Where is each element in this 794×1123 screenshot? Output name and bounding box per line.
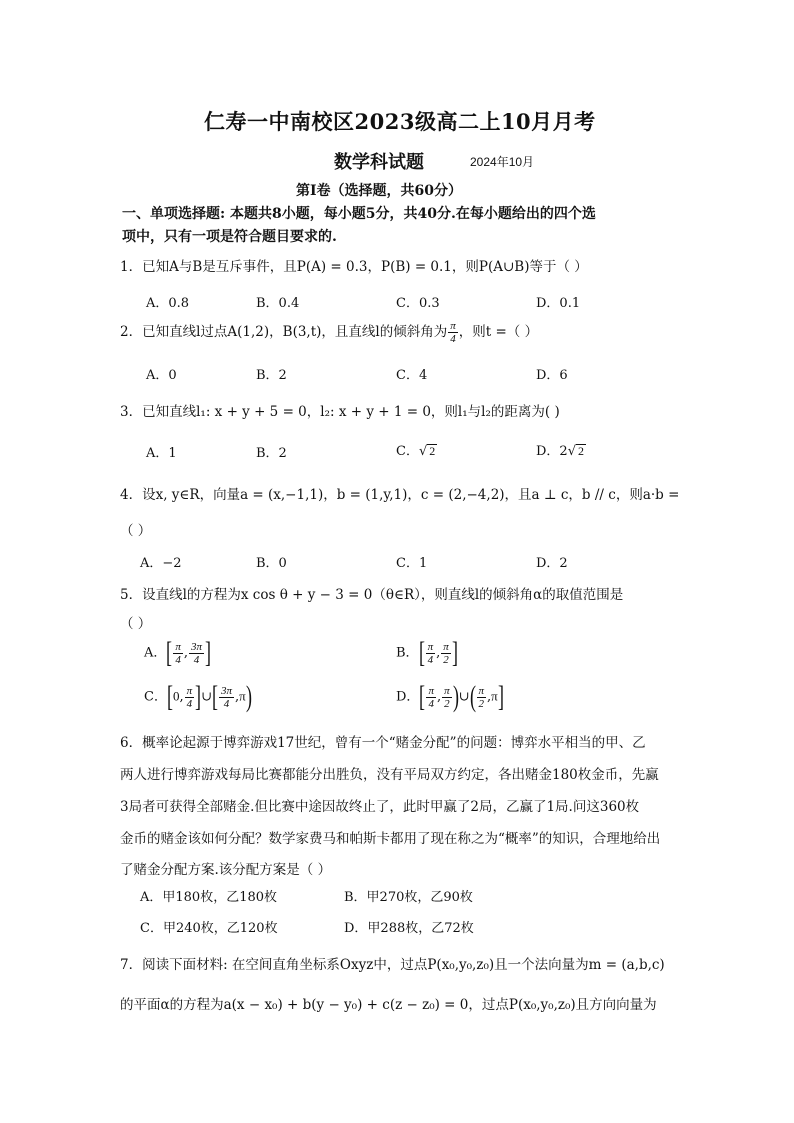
left-paren: ( — [469, 680, 476, 713]
question-6-option-b: B．甲270枚，乙90枚 — [344, 890, 473, 905]
question-5-text-line2: （ ） — [120, 616, 152, 632]
union-symbol: ∪ — [458, 689, 470, 705]
left-bracket: [ — [166, 636, 173, 669]
frac-num: π — [427, 640, 434, 653]
question-3-option-d-radicand: 2 — [578, 444, 584, 458]
left-bracket: [ — [419, 680, 426, 713]
volume-heading: 第Ⅰ卷（选择题，共60分） — [296, 183, 463, 199]
fraction — [426, 641, 436, 666]
question-2-option-b: B．2 — [256, 368, 287, 383]
question-5-option-b-label: B． — [396, 645, 419, 661]
question-4-option-d: D．2 — [536, 556, 568, 571]
fraction — [189, 641, 204, 666]
question-4-option-b: B．0 — [256, 556, 287, 571]
exam-title: 仁寿一中南校区2023级高二上10月月考 — [204, 109, 596, 134]
right-bracket: ] — [497, 680, 504, 713]
question-6-option-d: D．甲288枚，乙72枚 — [344, 921, 474, 936]
right-bracket: ] — [195, 680, 202, 713]
frac-den: 4 — [175, 653, 181, 666]
question-6-text-line4: 金币的赌金该如何分配？数学家费马和帕斯卡都用了现在称之为“概率”的知识，合理地给出 — [120, 831, 661, 847]
fraction — [442, 685, 452, 710]
question-5-option-c-label: C． — [144, 689, 167, 705]
question-1-option-d: D．0.1 — [536, 296, 581, 311]
question-2-frac-num: π — [450, 320, 456, 332]
question-4-text-line1: 4．设x, y∈R，向量a = (x,−1,1)，b = (1,y,1)，c = (2,−4,2)，且a ⊥ c，b // c，则a·b = — [120, 487, 680, 503]
question-5-text-line1: 5．设直线l的方程为x cos θ + y − 3 = 0（θ∈R），则直线l的倾斜角α的取值范围是 — [120, 587, 624, 603]
fraction — [185, 685, 195, 710]
question-3-option-d: D．2√ 2 — [536, 444, 584, 459]
question-5-option-b: B．[ $\frac{\pi}{4}$ , $\frac{\pi}{2}$ ] — [396, 636, 458, 669]
question-5-option-c: C．[0, $\frac{\pi}{4}$ ]∪[ $\frac{3\pi}{4}$ ,π) — [144, 680, 252, 713]
question-4-option-c: C．1 — [396, 556, 428, 571]
question-2-text — [120, 320, 538, 345]
question-1-option-c: C．0.3 — [396, 296, 440, 311]
frac-den: 2 — [478, 697, 485, 710]
question-5-option-a-label: A． — [144, 645, 167, 661]
question-1-option-a: A．0.8 — [146, 296, 190, 311]
frac-den: 4 — [223, 697, 230, 710]
question-4-text-line2: （ ） — [120, 523, 152, 539]
question-3-option-c-prefix: C． — [396, 444, 419, 459]
question-6-option-c: C．甲240枚，乙120枚 — [140, 921, 278, 936]
question-3-text: 3．已知直线l₁: x + y + 5 = 0，l₂: x + y + 1 = 0，则l₁与l₂的距离为( ) — [120, 404, 560, 420]
zero-value: 0 — [172, 688, 180, 704]
frac-num: π — [444, 684, 450, 697]
question-6-text-line1: 6．概率论起源于博弈游戏17世纪，曾有一个“赌金分配”的问题：博弈水平相当的甲、乙 — [120, 735, 646, 751]
question-3-option-b: B．2 — [256, 446, 287, 461]
fraction — [477, 685, 487, 710]
question-3-option-a: A．1 — [146, 446, 177, 461]
frac-num: 3π — [191, 640, 203, 653]
question-6-option-a: A．甲180枚，乙180枚 — [140, 890, 278, 905]
exam-date: 2024年10月 — [470, 155, 535, 169]
question-3-option-d-prefix: D．2 — [536, 444, 568, 459]
frac-num: π — [443, 640, 449, 653]
section-instructions-line1: 一、单项选择题: 本题共8小题，每小题5分，共40分.在每小题给出的四个选 — [122, 206, 596, 222]
question-2-text-after: ，则t =（ ） — [458, 324, 539, 340]
question-7-text-line1: 7．阅读下面材料: 在空间直角坐标系Oxyz中，过点P(x₀,y₀,z₀)且一个法向量为m = (a,b,c) — [120, 957, 665, 973]
question-5-option-d-label: D． — [396, 689, 420, 705]
right-paren: ) — [452, 680, 459, 713]
question-2-frac-den: 4 — [450, 333, 456, 345]
question-6-text-line3: 3局者可获得全部赌金.但比赛中途因故终止了，此时甲赢了2局，乙赢了1局.问这360枚 — [120, 799, 640, 815]
left-bracket: [ — [166, 680, 173, 713]
left-bracket: [ — [418, 636, 425, 669]
question-4-option-a: A．−2 — [140, 556, 182, 571]
question-5-option-a: A．[ $\frac{\pi}{4}$ , $\frac{3\pi}{4}$ ] — [144, 636, 212, 669]
question-2-option-d: D．6 — [536, 368, 568, 383]
question-2-angle-fraction — [448, 320, 458, 345]
fraction — [426, 685, 436, 710]
question-6-text-line5: 了赌金分配方案.该分配方案是（ ） — [120, 862, 332, 878]
section-instructions-line2: 项中，只有一项是符合题目要求的. — [122, 229, 337, 245]
question-1-option-b: B．0.4 — [256, 296, 300, 311]
frac-den: 4 — [186, 697, 193, 710]
pi-value: π — [239, 688, 246, 704]
question-1-text: 1．已知A与B是互斥事件，且P(A) = 0.3，P(B) = 0.1，则P(A∪B)等于（ ） — [120, 259, 588, 275]
question-7-text-line2: 的平面α的方程为a(x − x₀) + b(y − y₀) + c(z − z₀) = 0，过点P(x₀,y₀,z₀)且方向向量为 — [120, 997, 657, 1013]
question-2-text-before: 2．已知直线l过点A(1,2)，B(3,t)，且直线l的倾斜角为 — [120, 324, 448, 340]
question-2-option-a: A．0 — [146, 368, 177, 383]
fraction — [441, 641, 451, 666]
pi-value: π — [491, 688, 498, 704]
question-5-option-d: D．[ $\frac{\pi}{4}$ , $\frac{\pi}{2}$ )∪( $\frac{\pi}{2}$ ,π] — [396, 680, 504, 713]
frac-num: π — [175, 640, 181, 653]
frac-num: π — [428, 684, 434, 697]
question-6-text-line2: 两人进行博弈游戏每局比赛都能分出胜负，没有平局双方约定，各出赌金180枚金币，先赢 — [120, 767, 659, 783]
union-symbol: ∪ — [201, 689, 213, 705]
frac-den: 4 — [193, 653, 200, 666]
question-3-option-c: C．√ 2 — [396, 444, 436, 459]
right-bracket: ] — [205, 636, 212, 669]
fraction — [173, 641, 183, 666]
frac-den: 2 — [443, 653, 449, 666]
frac-den: 4 — [428, 697, 434, 710]
question-3-option-c-radicand: 2 — [429, 444, 436, 458]
right-paren: ) — [245, 680, 252, 713]
exam-subtitle: 数学科试题 — [334, 152, 424, 173]
left-bracket: [ — [212, 680, 219, 713]
right-bracket: ] — [451, 636, 458, 669]
frac-num: 3π — [221, 684, 233, 697]
fraction — [219, 685, 234, 710]
frac-num: π — [478, 684, 485, 697]
frac-den: 2 — [444, 697, 450, 710]
frac-den: 4 — [427, 653, 434, 666]
question-2-option-c: C．4 — [396, 368, 428, 383]
frac-num: π — [186, 684, 193, 697]
